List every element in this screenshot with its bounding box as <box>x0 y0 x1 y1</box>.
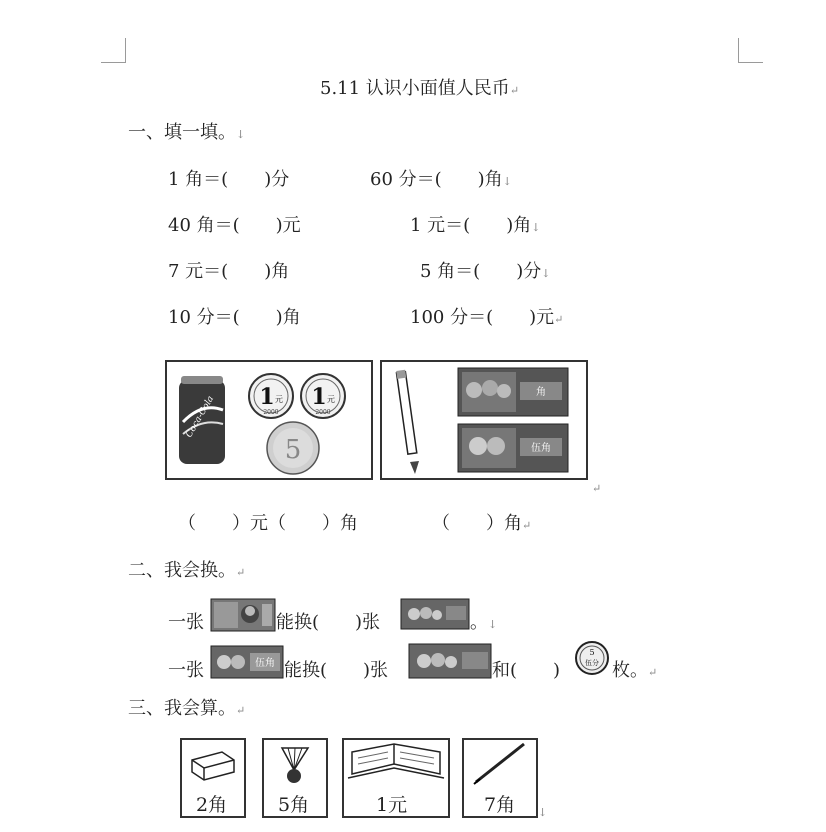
page-title: 5.11 认识小面值人民币↵ <box>320 78 520 99</box>
svg-text:2000: 2000 <box>263 409 279 416</box>
pencil-icon <box>396 370 419 474</box>
item-price: 7角 <box>484 794 516 816</box>
exchange-line-2-and: 和( ) <box>492 660 561 681</box>
svg-text:元: 元 <box>275 395 283 404</box>
svg-text:2000: 2000 <box>315 409 331 416</box>
pencil-and-notes-picture <box>382 362 586 478</box>
fill-item-1-1: 1 角＝( )分 <box>168 169 290 190</box>
answer-line-1: （ ）元（ ）角 <box>178 513 358 534</box>
eraser-icon <box>182 740 244 788</box>
fill-item-4-1: 10 分＝( )角 <box>168 307 301 328</box>
picture-frame-can-coins <box>165 360 373 480</box>
item-card-book <box>342 738 450 818</box>
one-jiao-note-icon <box>408 643 492 679</box>
down-mark: ↓ <box>538 806 548 819</box>
fill-item-1-2: 60 分＝( )角↓ <box>370 169 512 190</box>
answer-line-2: （ ）角↵ <box>432 513 532 534</box>
five-fen-coin-icon <box>574 640 610 676</box>
item-price: 5角 <box>278 794 310 816</box>
svg-text:1: 1 <box>311 384 327 410</box>
fill-item-3-1: 7 元＝( )角 <box>168 261 290 282</box>
section3-heading: 三、我会算。↵ <box>128 698 246 719</box>
page-corner-top-left <box>101 38 126 63</box>
svg-text:1: 1 <box>259 384 275 410</box>
para-mark: ↵ <box>592 482 602 495</box>
exchange-line-2-start: 一张 <box>168 660 204 681</box>
svg-text:5: 5 <box>284 435 302 465</box>
svg-text:伍角: 伍角 <box>255 658 275 669</box>
svg-text:伍分: 伍分 <box>585 659 599 667</box>
one-jiao-note-icon <box>400 598 470 630</box>
svg-text:伍角: 伍角 <box>531 443 551 454</box>
five-jiao-coin-icon <box>267 422 319 474</box>
one-yuan-note-icon <box>210 598 276 632</box>
svg-text:角: 角 <box>536 387 546 398</box>
exchange-line-1-middle: 能换( )张 <box>276 612 381 633</box>
exchange-line-2-end: 枚。↵ <box>612 660 658 681</box>
item-card-shuttlecock <box>262 738 328 818</box>
item-card-pen <box>462 738 538 818</box>
picture-frame-pencil-notes <box>380 360 588 480</box>
svg-text:元: 元 <box>327 395 335 404</box>
fill-item-3-2: 5 角＝( )分↓ <box>420 261 551 282</box>
svg-text:5: 5 <box>589 648 595 657</box>
page-corner-top-right <box>738 38 763 63</box>
shuttlecock-icon <box>264 740 326 788</box>
section1-heading: 一、填一填。↓ <box>128 122 246 143</box>
book-icon <box>344 740 448 788</box>
pen-icon <box>464 740 536 788</box>
exchange-line-2-middle: 能换( )张 <box>284 660 389 681</box>
fill-item-2-1: 40 角＝( )元 <box>168 215 301 236</box>
one-yuan-coin-icon <box>301 374 345 418</box>
section2-heading: 二、我会换。↵ <box>128 560 246 581</box>
svg-text:Coca-Cola: Coca-Cola <box>184 394 217 440</box>
exchange-line-1-end: 。↓ <box>470 612 498 633</box>
five-jiao-note-icon <box>458 424 568 472</box>
exchange-line-1-start: 一张 <box>168 612 204 633</box>
item-card-eraser <box>180 738 246 818</box>
item-price: 1元 <box>376 794 408 816</box>
fill-item-2-2: 1 元＝( )角↓ <box>410 215 541 236</box>
fill-item-4-2: 100 分＝( )元↵ <box>410 307 564 328</box>
five-jiao-note-icon <box>210 645 284 679</box>
item-price: 2角 <box>196 794 228 816</box>
can-and-coins-picture <box>167 362 371 478</box>
cola-can-icon <box>179 376 225 464</box>
one-yuan-coin-icon <box>249 374 293 418</box>
one-jiao-note-icon <box>458 368 568 416</box>
